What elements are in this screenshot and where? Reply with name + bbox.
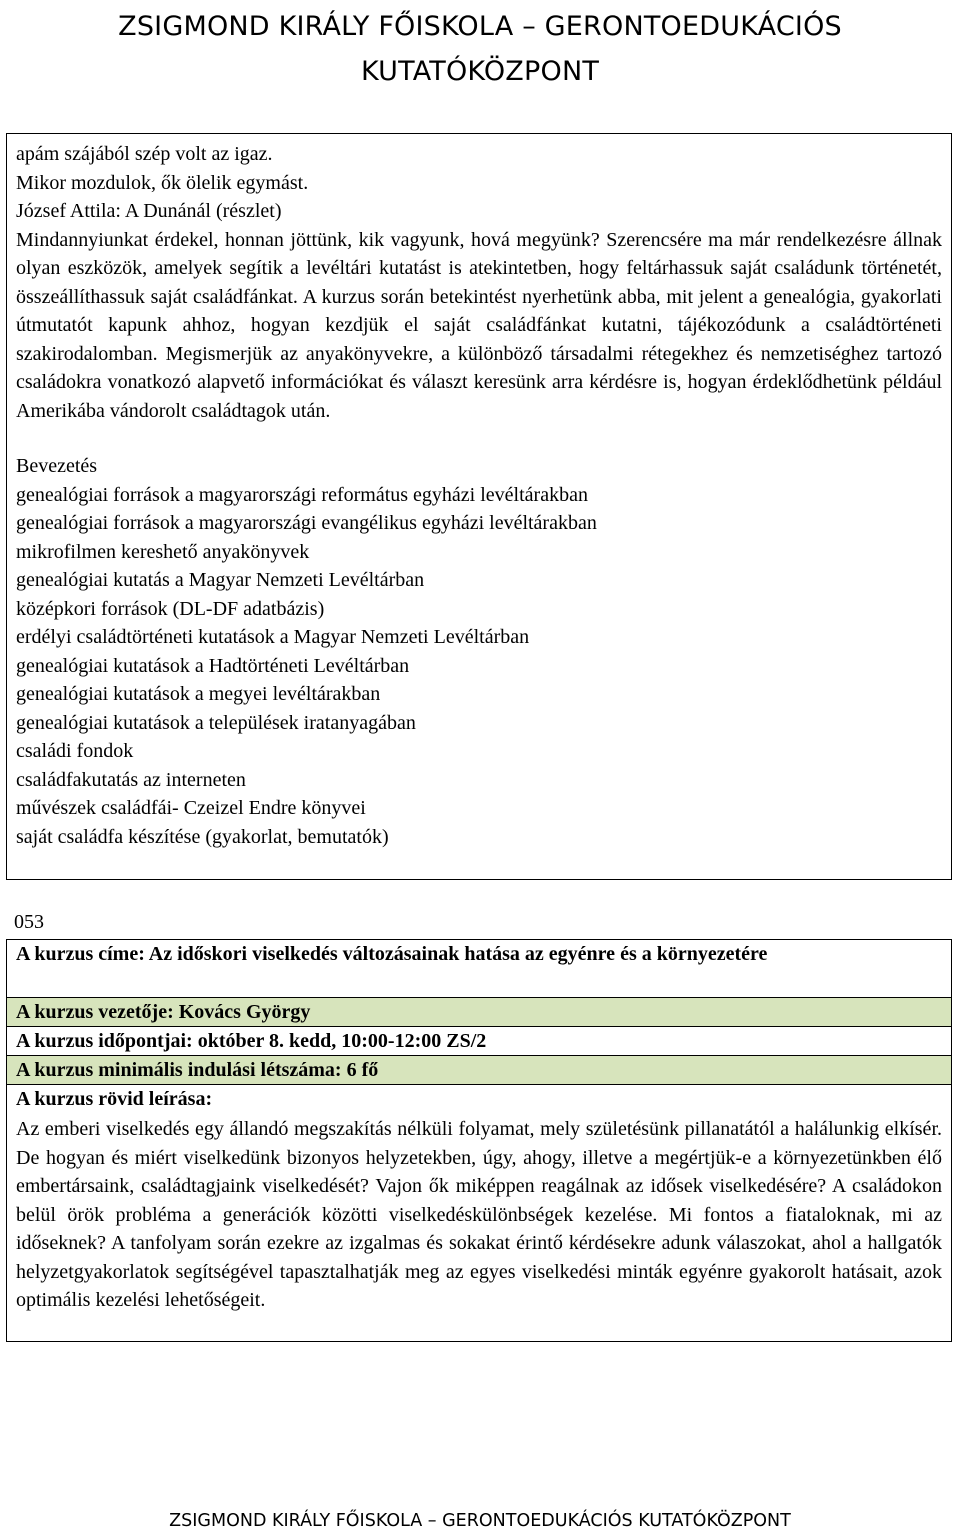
page-header <box>0 4 960 94</box>
header-line-2: KUTATÓKÖZPONT <box>360 56 600 87</box>
topic-item: családfakutatás az interneten <box>16 768 246 791</box>
topic-item: saját családfa készítése (gyakorlat, bemutatók) <box>16 825 389 848</box>
course-description: Az emberi viselkedés egy állandó megszakítás nélküli folyamat, mely születésünk pillanatától a halálunkig elkísér. De hogyan és miért viselkedünk bizonyos helyzetekben, úgy, ahogy, illetve a megértjük-e a környezetünkben élő embertársaink, családtagjaink viselkedését? Vajon ők miképpen reagálnak az idősek viselkedésére? A családokon belül örök probléma a generációk közötti viselkedéskülönbségek kezelése. Mi fontos a fiataloknak, mi az időseknek? A tanfolyam során ezekre az izgalmas és sokakat érintő kérdésekre adunk válaszokat, ahol a hallgatók helyzetgyakorlatok segítségével tapasztalhatják meg az egyes viselkedési minták egyénre gyakorolt hatásait, azok optimális kezelési lehetőségeit. <box>16 1118 942 1311</box>
course-min-participants: A kurzus minimális indulási létszáma: 6 fő <box>7 1056 951 1085</box>
course-desc-label: A kurzus rövid leírása: <box>16 1088 213 1110</box>
spacer <box>16 425 942 452</box>
topic-item: erdélyi családtörténeti kutatások a Magyar Nemzeti Levéltárban <box>16 626 530 648</box>
poem-line: Mikor mozdulok, ők ölelik egymást. <box>16 171 309 194</box>
header-line-1: ZSIGMOND KIRÁLY FŐISKOLA – GERONTOEDUKÁCIÓS <box>118 11 842 42</box>
topic-item: genealógiai források a magyarországi evangélikus egyházi levéltárakban <box>16 512 597 534</box>
box-content <box>7 134 951 851</box>
page-footer: ZSIGMOND KIRÁLY FŐISKOLA – GERONTOEDUKÁCIÓS KUTATÓKÖZPONT <box>169 1511 791 1531</box>
course-number: 053 <box>14 911 44 933</box>
topic-item: művészek családfái- Czeizel Endre könyvei <box>16 797 366 819</box>
poem-attribution: József Attila: A Dunánál (részlet) <box>16 200 282 222</box>
topic-item: genealógiai kutatások a Hadtörténeti Levéltárban <box>16 654 410 677</box>
description-paragraph: Mindannyiunkat érdekel, honnan jöttünk, kik vagyunk, hová megyünk? Szerencsére ma már rendelkezésre állnak olyan eszközök, amelyek segítik a levéltári kutatást is atekintetben, hogy feltárhassuk saját családunk történetét, összeállíthassuk saját családfánkat. A kurzus során betekintést nyerhetünk abba, mit jelent a genealógia, gyakorlati útmutatót kapunk ahhoz, hogyan kezdjük el saját családfánkat kutatni, tájékozódunk a családtörténeti szakirodalomban. Megismerjük az anyakönyvekre, a különböző társadalmi rétegekhez és nemzetiséghez tartozó családokra vonatkozó alapvető információkat és választ keresünk arra kérdésre is, hogyan érdeklődhetünk például Amerikába vándorolt családtagok után. <box>16 228 942 422</box>
topic-item: genealógiai források a magyarországi református egyházi levéltárakban <box>16 483 588 506</box>
topic-item: családi fondok <box>16 740 134 762</box>
course-box <box>6 939 952 1342</box>
topic-item: genealógiai kutatások a települések iratanyagában <box>16 711 416 734</box>
course-title: A kurzus címe: Az időskori viselkedés változásainak hatása az egyénre és a környezetére <box>7 940 951 998</box>
topic-item: genealógiai kutatás a Magyar Nemzeti Levéltárban <box>16 569 425 591</box>
topic-item: Bevezetés <box>16 455 98 477</box>
course-description-box-previous <box>6 133 952 880</box>
topic-item: mikrofilmen kereshető anyakönyvek <box>16 540 310 563</box>
topic-item: genealógiai kutatások a megyei levéltárakban <box>16 683 381 705</box>
course-leader: A kurzus vezetője: Kovács György <box>7 998 951 1027</box>
poem-line: apám szájából szép volt az igaz. <box>16 143 273 165</box>
course-time: A kurzus időpontjai: október 8. kedd, 10:00-12:00 ZS/2 <box>7 1027 951 1056</box>
topic-item: középkori források (DL-DF adatbázis) <box>16 597 325 620</box>
